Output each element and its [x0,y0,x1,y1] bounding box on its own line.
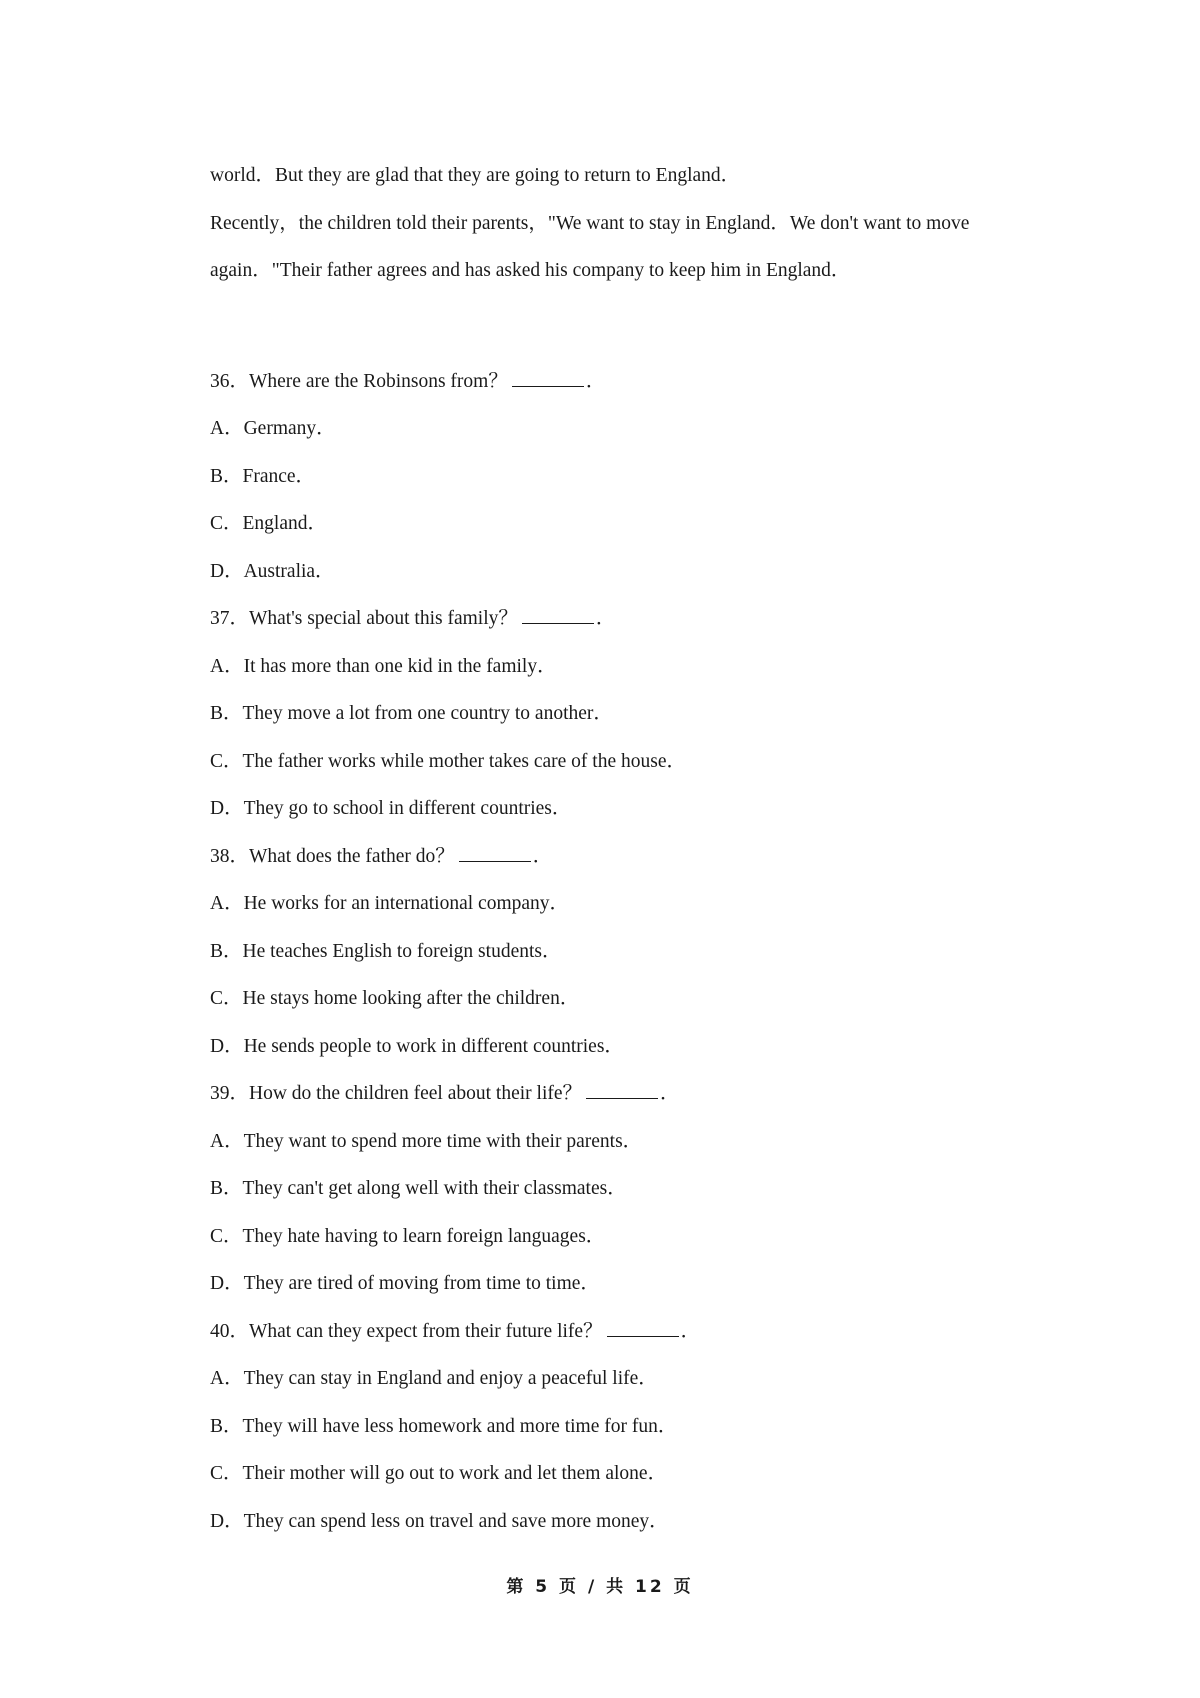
option-a: A．Germany． [210,418,336,439]
option-b: B．France． [210,465,316,487]
option-b: B．He teaches English to foreign students． [210,940,562,962]
question-end: ． [680,1320,701,1342]
option-b: B．They move a lot from one country to another． [210,703,613,724]
option-c: C．They hate having to learn foreign languages． [210,1225,606,1247]
question-40 [210,1308,1040,1356]
option-c: C．The father works while mother takes care of the house． [210,750,686,772]
question-36 [210,358,1040,406]
option-d: D．They go to school in different countries． [210,798,572,819]
question-stem: 37．What's special about this family？ [210,608,518,629]
option-a: A．They can stay in England and enjoy a peaceful life． [210,1368,658,1389]
answer-blank[interactable] [512,371,584,387]
option-c: C．Their mother will go out to work and let them alone． [210,1463,668,1484]
option-d: D．Australia． [210,560,335,582]
question-end: ． [585,370,606,392]
document-content [210,152,1040,1545]
question-end: ． [532,845,553,867]
option-c: C．England． [210,513,327,534]
option-c: C．He stays home looking after the children． [210,988,580,1009]
option-a: A．He works for an international company． [210,893,570,914]
question-end: ． [660,1083,680,1104]
question-37 [210,595,1040,643]
passage-line: again．"Their father agrees and has asked his company to keep him in England． [210,260,851,281]
question-end: ． [595,608,616,629]
option-d: D．He sends people to work in different countries． [210,1035,624,1057]
question-39 [210,1070,1040,1118]
question-stem: 39．How do the children feel about their life？ [210,1083,583,1104]
answer-blank[interactable] [607,1321,679,1337]
question-stem: 40．What can they expect from their future life？ [210,1320,603,1342]
option-d: D．They are tired of moving from time to time． [210,1273,600,1294]
answer-blank[interactable] [459,846,531,862]
option-b: B．They will have less homework and more time for fun． [210,1415,678,1437]
question-stem: 38．What does the father do？ [210,845,455,867]
option-d: D．They can spend less on travel and save more money． [210,1510,669,1532]
answer-blank[interactable] [586,1083,658,1099]
option-b: B．They can't get along well with their classmates． [210,1178,627,1199]
option-a: A．They want to spend more time with their parents． [210,1130,643,1152]
passage-line: Recently，the children told their parents，"We want to stay in England．We don't want to move [210,212,970,234]
answer-blank[interactable] [522,608,594,624]
option-a: A．It has more than one kid in the family． [210,655,557,677]
page-number-footer: 第 5 页 / 共 12 页 [506,1577,694,1597]
question-38 [210,833,1040,881]
section-gap [210,295,1040,358]
question-stem: 36．Where are the Robinsons from？ [210,370,508,392]
passage-line: world．But they are glad that they are going to return to England． [210,165,741,186]
